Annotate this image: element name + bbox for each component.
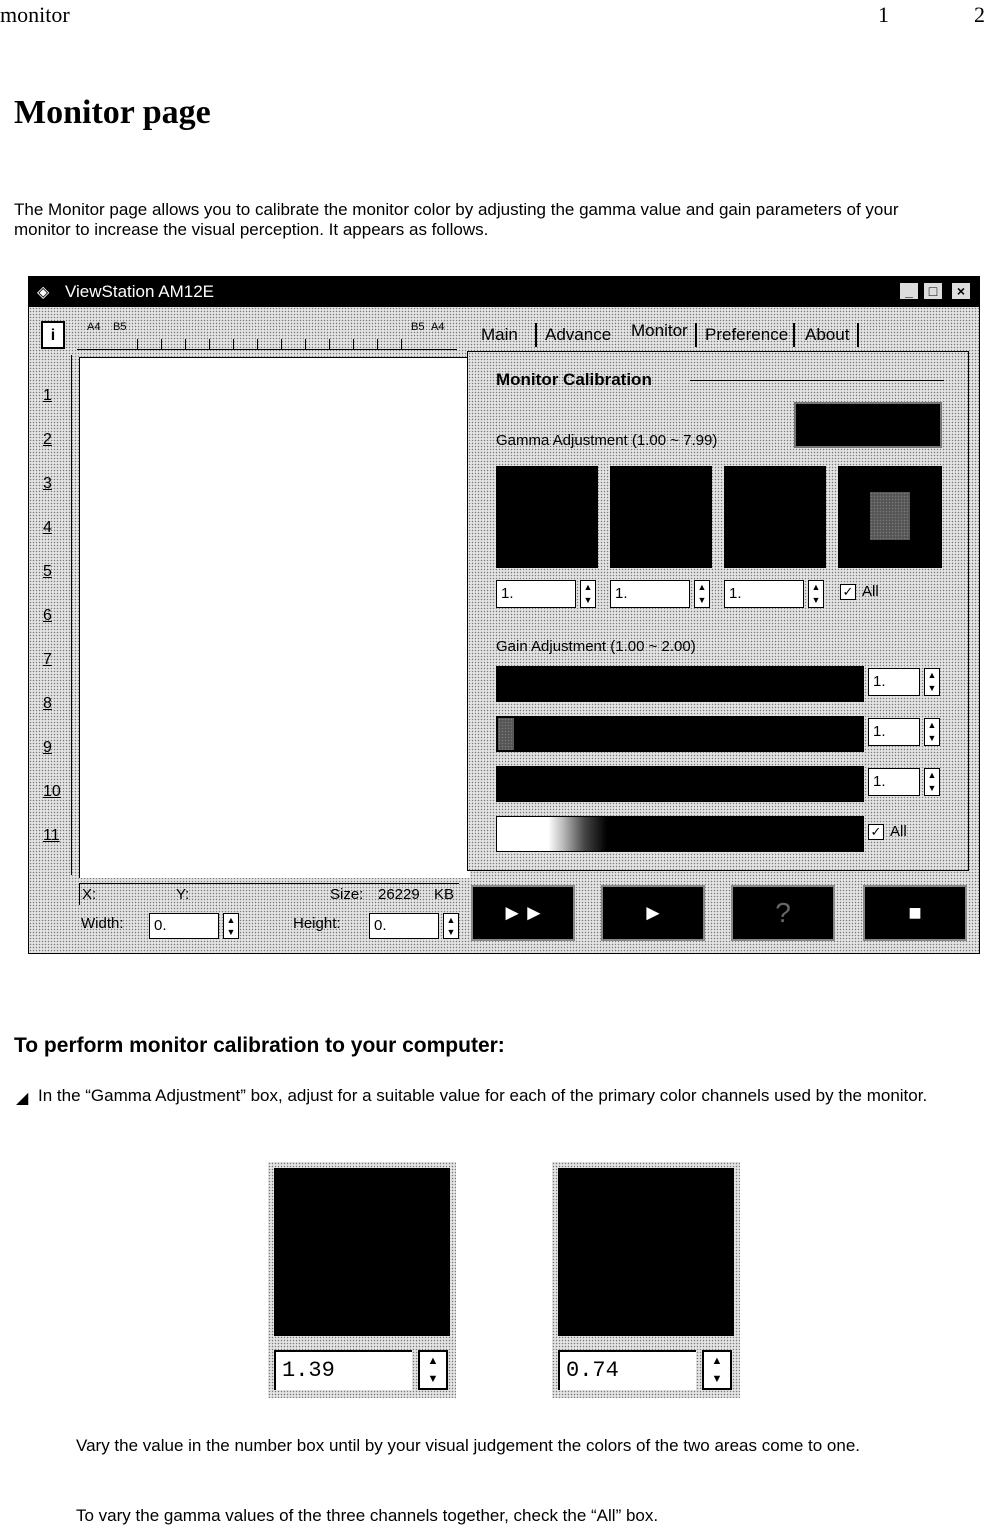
tab-divider	[535, 323, 537, 347]
gamma-all-label: All	[862, 583, 879, 600]
help-button[interactable]: ?	[731, 885, 835, 941]
ruler-number: 7	[43, 651, 52, 668]
example-stepper[interactable]: ▲ ▼	[418, 1350, 448, 1390]
gamma-swatch-red	[496, 466, 598, 568]
gamma-blue-stepper[interactable]: ▲ ▼	[808, 580, 824, 608]
section-heading: To perform monitor calibration to your computer:	[14, 1034, 505, 1057]
ruler-mark: B5	[113, 321, 127, 333]
note-paragraph: Vary the value in the number box until by your visual judgement the colors of the two areas come to one.	[76, 1436, 861, 1455]
ruler-number: 9	[43, 739, 52, 756]
gamma-label: Gamma Adjustment (1.00 ~ 7.99)	[496, 432, 718, 449]
example-value-input[interactable]: 0.74	[558, 1350, 696, 1390]
gamma-red-input[interactable]: 1.	[496, 580, 576, 608]
tab-divider	[857, 323, 859, 347]
ruler-number: 6	[43, 607, 52, 624]
close-icon[interactable]: ×	[951, 282, 971, 300]
gamma-swatch-all	[838, 466, 942, 568]
gain-bar-blue	[496, 766, 864, 802]
status-bar	[79, 883, 459, 905]
gain-red-stepper[interactable]: ▲ ▼	[924, 668, 940, 696]
gain-pattern	[498, 718, 514, 750]
gamma-blue-input[interactable]: 1.	[724, 580, 804, 608]
scan-preview-area[interactable]	[79, 357, 470, 878]
bullet-icon: ◢	[16, 1090, 29, 1107]
stop-button[interactable]: ■	[863, 885, 967, 941]
ruler-number: 4	[43, 519, 52, 536]
step-paragraph: In the “Gamma Adjustment” box, adjust for a suitable value for each of the primary color channels used by the monitor.	[38, 1086, 928, 1105]
example-box-right	[552, 1162, 740, 1398]
tab-preference[interactable]: Preference	[705, 325, 789, 344]
ruler-ticks	[137, 339, 407, 349]
ruler-mark: A4	[87, 321, 101, 333]
example-stepper[interactable]: ▲ ▼	[702, 1350, 732, 1390]
maximize-icon[interactable]: □	[923, 282, 943, 300]
size-label: Size:	[330, 886, 364, 903]
page-number: 2	[974, 2, 985, 27]
gain-blue-input[interactable]: 1.	[868, 768, 920, 796]
gain-bar-green	[496, 716, 864, 752]
example-value-input[interactable]: 1.39	[274, 1350, 412, 1390]
info-button[interactable]: i	[41, 321, 65, 349]
width-input[interactable]: 0.	[149, 913, 219, 939]
size-value: 26229	[378, 886, 420, 903]
gain-bar-red	[496, 666, 864, 702]
swatch-pattern	[870, 492, 910, 540]
scan-all-button[interactable]: ►►	[471, 885, 575, 941]
page-title: Monitor page	[14, 94, 211, 131]
width-stepper[interactable]: ▲ ▼	[223, 913, 239, 939]
running-header: monitor	[0, 2, 70, 27]
ruler-mark: A4	[431, 321, 445, 333]
gamma-all-checkbox[interactable]: ✓	[840, 584, 856, 600]
gain-all-label: All	[890, 823, 907, 840]
gain-green-input[interactable]: 1.	[868, 718, 920, 746]
example-swatch	[558, 1168, 734, 1336]
tab-divider	[793, 323, 795, 347]
app-icon: ◈	[37, 284, 50, 301]
tab-about[interactable]: About	[805, 325, 850, 344]
ruler-number: 1	[43, 387, 52, 404]
tab-advance[interactable]: Advance	[545, 325, 612, 344]
gain-red-input[interactable]: 1.	[868, 668, 920, 696]
height-label: Height:	[293, 915, 341, 932]
tab-main[interactable]: Main	[481, 325, 518, 344]
preview-button[interactable]	[794, 402, 942, 448]
tab-divider	[695, 323, 697, 347]
ruler-number: 10	[43, 783, 61, 800]
width-label: Width:	[81, 915, 124, 932]
height-stepper[interactable]: ▲ ▼	[443, 913, 459, 939]
ruler-number: 5	[43, 563, 52, 580]
vertical-ruler	[41, 355, 72, 875]
monitor-panel	[467, 351, 969, 871]
gain-label: Gain Adjustment (1.00 ~ 2.00)	[496, 638, 696, 655]
divider	[690, 380, 944, 381]
ruler-number: 2	[43, 431, 52, 448]
horizontal-ruler	[77, 319, 457, 350]
intro-paragraph: The Monitor page allows you to calibrate the monitor color by adjusting the gamma value and gain parameters of your monitor to increase the visual perception. It appears as follows.	[14, 200, 899, 239]
height-input[interactable]: 0.	[369, 913, 439, 939]
window-title: ViewStation AM12E	[65, 282, 214, 301]
gain-all-checkbox[interactable]: ✓	[868, 824, 884, 840]
gamma-red-stepper[interactable]: ▲ ▼	[580, 580, 596, 608]
example-swatch	[274, 1168, 450, 1336]
size-unit: KB	[434, 886, 455, 903]
gain-blue-stepper[interactable]: ▲ ▼	[924, 768, 940, 796]
gamma-swatch-blue	[724, 466, 826, 568]
title-bar	[29, 277, 979, 307]
gain-green-stepper[interactable]: ▲ ▼	[924, 718, 940, 746]
note-paragraph: To vary the gamma values of the three channels together, check the “All” box.	[76, 1506, 659, 1525]
example-box-left	[268, 1162, 456, 1398]
ruler-number: 8	[43, 695, 52, 712]
gamma-swatch-green	[610, 466, 712, 568]
page-number: 1	[878, 2, 889, 27]
ruler-number: 11	[43, 827, 60, 844]
gamma-green-stepper[interactable]: ▲ ▼	[694, 580, 710, 608]
tab-monitor[interactable]: Monitor	[631, 321, 688, 340]
gamma-green-input[interactable]: 1.	[610, 580, 690, 608]
ruler-number: 3	[43, 475, 52, 492]
app-window	[28, 276, 980, 954]
scan-button[interactable]: ►	[601, 885, 705, 941]
gain-bar-all	[496, 816, 864, 852]
y-label: Y:	[176, 886, 190, 903]
minimize-icon[interactable]: _	[899, 282, 919, 300]
x-label: X:	[82, 886, 97, 903]
section-title: Monitor Calibration	[496, 370, 652, 389]
ruler-mark: B5	[411, 321, 425, 333]
